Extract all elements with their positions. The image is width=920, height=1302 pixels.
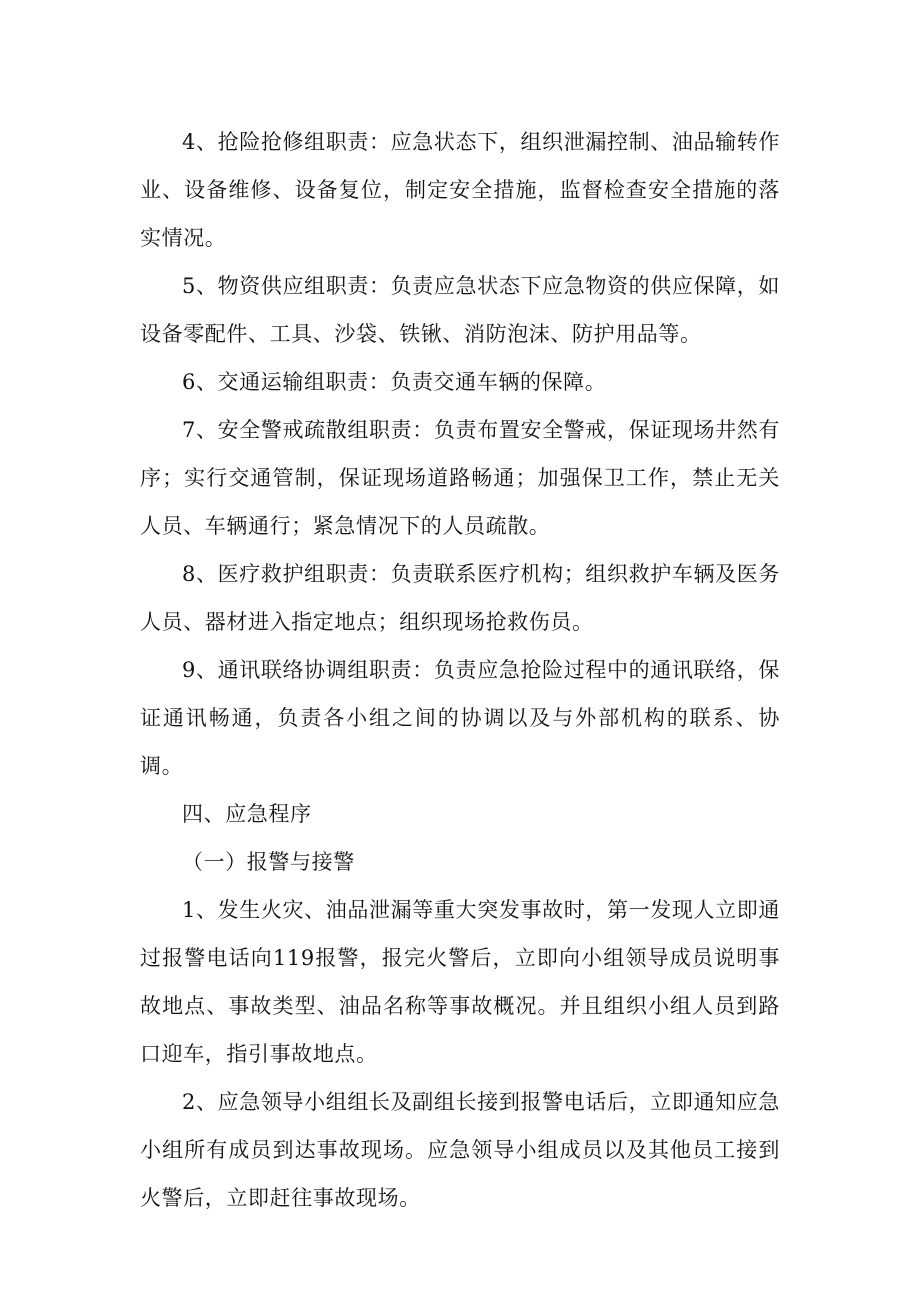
paragraph-communication-team-duties: 9、通讯联络协调组职责：负责应急抢险过程中的通讯联络，保证通讯畅通，负责各小组之间的协调以及与外部机构的联系、协调。 [140, 658, 780, 778]
subsection-heading-alarm-reception: （一）报警与接警 [182, 850, 355, 874]
paragraph-supply-team-duties: 5、物资供应组职责：负责应急状态下应急物资的供应保障，如设备零配件、工具、沙袋、铁锹、消防泡沫、防护用品等。 [140, 274, 780, 346]
paragraph-alarm-step-2: 2、应急领导小组组长及副组长接到报警电话后，立即通知应急小组所有成员到达事故现场。应急领导小组成员以及其他员工接到火警后，立即赶往事故现场。 [140, 1090, 780, 1210]
section-heading-emergency-procedure: 四、应急程序 [182, 802, 312, 826]
paragraph-rescue-repair-team-duties: 4、抢险抢修组职责：应急状态下，组织泄漏控制、油品输转作业、设备维修、设备复位，制定安全措施，监督检查安全措施的落实情况。 [140, 130, 780, 250]
paragraph-transport-team-duties: 6、交通运输组职责：负责交通车辆的保障。 [182, 370, 607, 394]
document-body [140, 118, 780, 1222]
paragraph-medical-rescue-team-duties: 8、医疗救护组职责：负责联系医疗机构；组织救护车辆及医务人员、器材进入指定地点；组织现场抢救伤员。 [140, 562, 780, 634]
paragraph-alarm-step-1: 1、发生火灾、油品泄漏等重大突发事故时，第一发现人立即通过报警电话向119报警，报完火警后，立即向小组领导成员说明事故地点、事故类型、油品名称等事故概况。并且组织小组人员到路口迎车，指引事故地点。 [140, 898, 780, 1066]
paragraph-security-evacuation-team-duties: 7、安全警戒疏散组职责：负责布置安全警戒，保证现场井然有序；实行交通管制，保证现场道路畅通；加强保卫工作，禁止无关人员、车辆通行；紧急情况下的人员疏散。 [140, 418, 780, 538]
